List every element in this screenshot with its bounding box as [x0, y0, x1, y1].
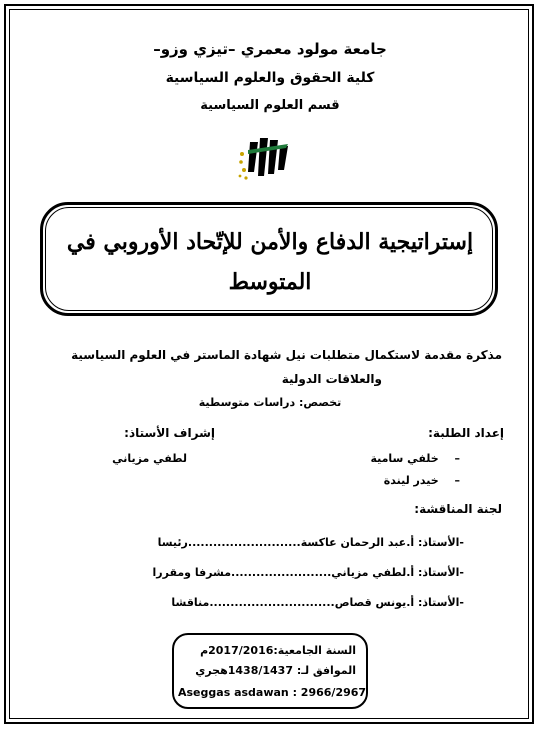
faculty-name: كلية الحقوق والعلوم السياسية	[165, 70, 375, 86]
jury-label: لجنة المناقشة:	[414, 502, 502, 516]
bullet: –	[454, 452, 460, 465]
memo-description-line-2: والعلاقات الدولية	[281, 372, 382, 386]
amazigh-year: Aseggas asdawan : 2966/2967	[178, 686, 367, 699]
specialty: تخصص: دراسات متوسطية	[198, 396, 342, 409]
jury-member-president: -الأستاذ: أ.عبد الرحمان عاكسة...........................رئيسا	[157, 536, 464, 549]
inner-frame	[9, 9, 529, 719]
jury-member-examiner: -الأستاذ: أ.يونس قصاص..............................مناقشا	[171, 596, 464, 609]
student-name: خلفي سامية	[370, 452, 439, 465]
student-name: خيدر ليندة	[383, 474, 439, 487]
jury-member-supervisor: -الأستاذ: أ.لطفي مزياني........................مشرفا ومقررا	[152, 566, 464, 579]
university-name: جامعة مولود معمري –تيزي وزو–	[153, 40, 387, 58]
students-label: إعداد الطلبة:	[428, 426, 504, 440]
thesis-title-line-2: المتوسط	[228, 269, 312, 295]
thesis-title-line-1: إستراتيجية الدفاع والأمن للإتّحاد الأوروبي في	[66, 229, 474, 255]
supervisor-label: إشراف الأستاذ:	[124, 426, 215, 440]
student-name-2	[384, 474, 460, 487]
academic-year: السنة الجامعية:2017/2016م	[200, 644, 356, 657]
university-logo-icon	[236, 132, 294, 190]
bullet: –	[454, 474, 460, 487]
hijri-year: الموافق لـ: 1438/1437هجري	[195, 664, 356, 677]
department-name: قسم العلوم السياسية	[200, 98, 340, 113]
student-name-1	[370, 452, 460, 465]
supervisor-name: لطفي مزياني	[112, 452, 187, 465]
memo-description-line-1: مذكرة مقدمة لاستكمال متطلبات نيل شهادة الماستر في العلوم السياسية	[71, 348, 502, 362]
thesis-title	[50, 222, 490, 302]
